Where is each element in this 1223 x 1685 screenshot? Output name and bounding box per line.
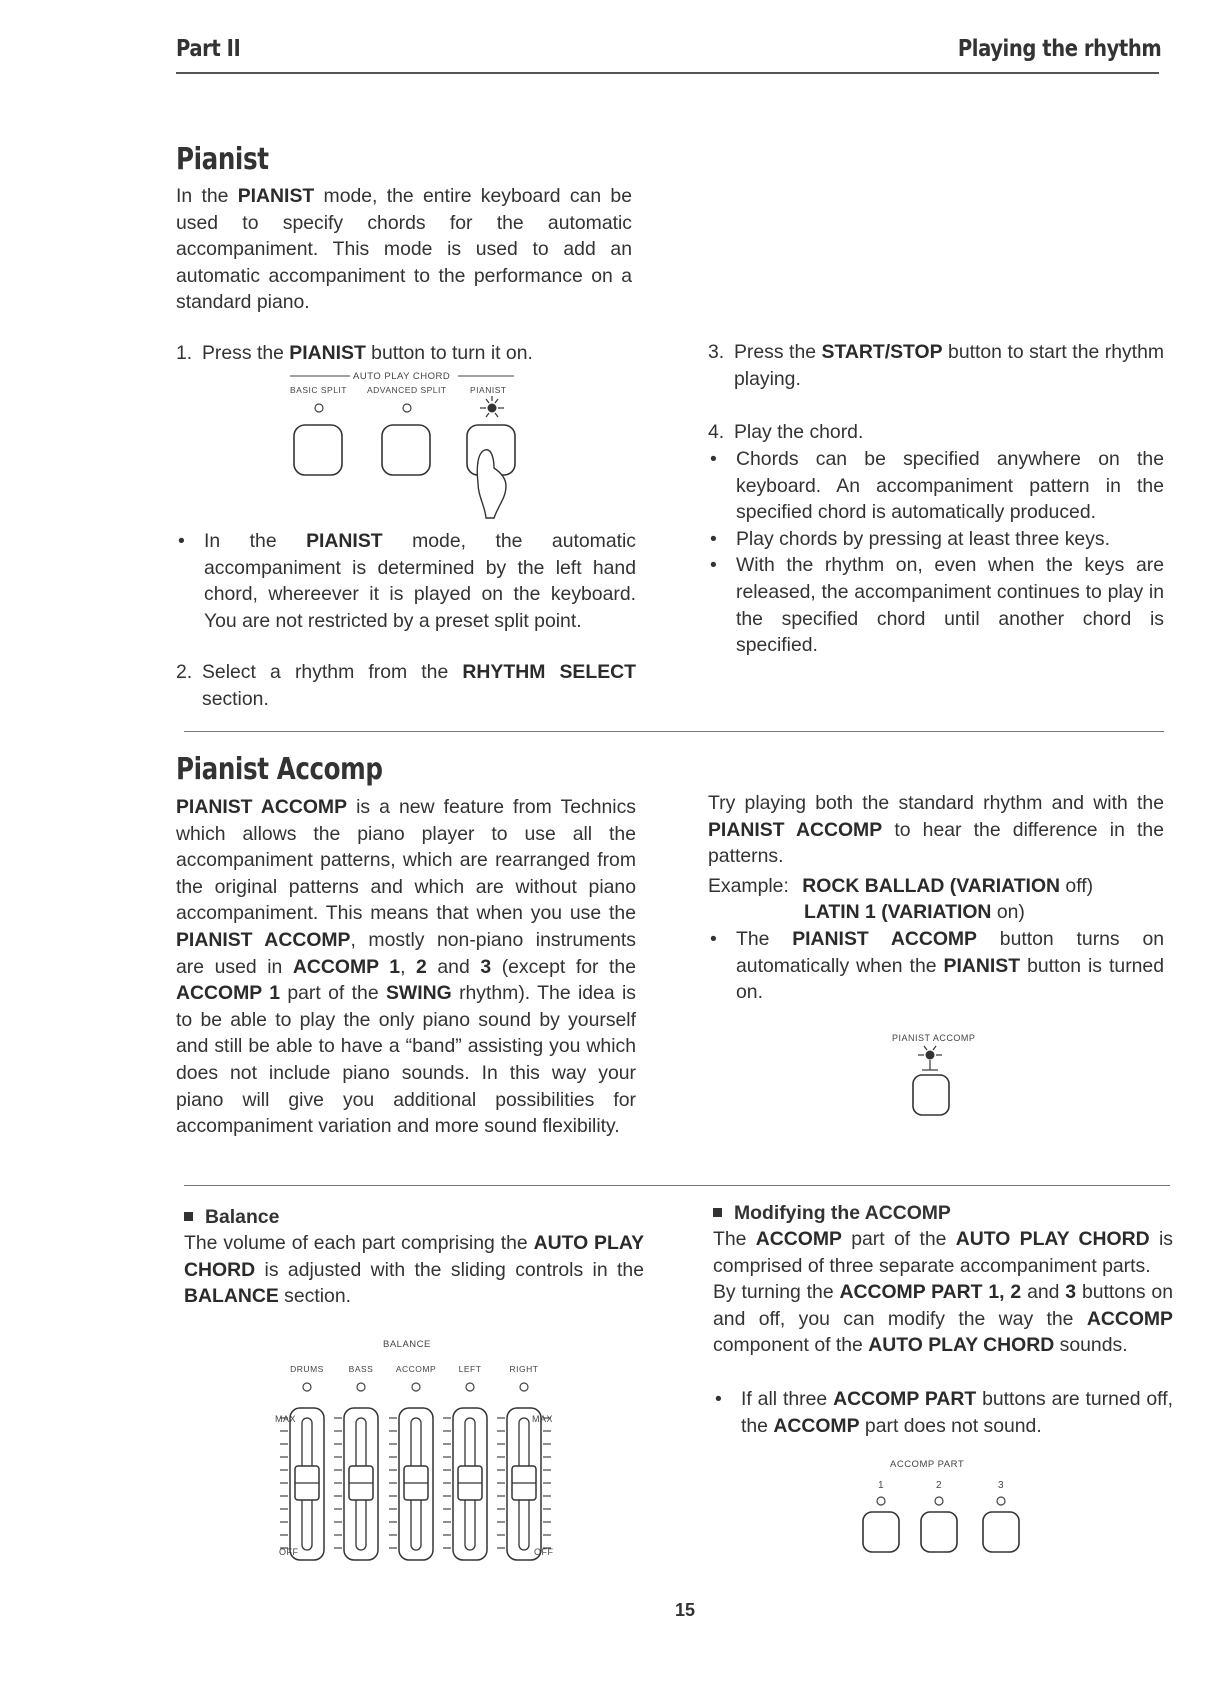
modifying-heading-text: Modifying the ACCOMP xyxy=(734,1202,951,1224)
example-1: ROCK BALLAD (VARIATION off) xyxy=(802,875,1094,897)
section-title-pianist-accomp: Pianist Accomp xyxy=(176,752,383,787)
example-label: Example: xyxy=(708,875,789,897)
advanced-split-button[interactable] xyxy=(382,425,430,475)
accomp-part-2-button[interactable] xyxy=(921,1512,957,1552)
slider-led xyxy=(520,1383,528,1391)
bullet-text: The PIANIST ACCOMP button turns on automatically when the PIANIST button is turned on. xyxy=(736,928,1165,1004)
slider-label-left: LEFT xyxy=(458,1364,482,1374)
basic-split-label: BASIC SPLIT xyxy=(290,385,347,395)
section-divider xyxy=(184,731,1164,732)
accomp-part-3-button[interactable] xyxy=(983,1512,1019,1552)
led-basic-split xyxy=(315,404,323,412)
step-number: 2. xyxy=(176,661,193,683)
led-pianist-accomp-lit xyxy=(918,1046,942,1070)
list-item xyxy=(708,552,1164,658)
max-label-left: MAX xyxy=(275,1414,297,1424)
slider-left[interactable] xyxy=(443,1408,487,1560)
balance-slider-diagram xyxy=(270,1330,570,1590)
pianist-accomp-body: PIANIST ACCOMP is a new feature from Technics which allows the piano player to use all the accompaniment patterns, which are rearranged from the original patterns and which are without piano accompaniment. This means that when you use the PIANIST ACCOMP, mostly non-piano instruments are used in ACCOMP 1, 2 and 3 (except for the ACCOMP 1 part of the SWING rhythm). The idea is to be able to play the only piano sound by yourself and still be able to have a “band” assisting you which does not include piano sounds. In this way your piano will give you additional possibilities for accompaniment variation and more sound flexibility. xyxy=(176,796,637,1138)
accomp-part-2-label: 2 xyxy=(936,1480,943,1491)
header-rule xyxy=(176,72,1159,74)
basic-split-button[interactable] xyxy=(294,425,342,475)
led-advanced-split xyxy=(403,404,411,412)
slider-label-accomp: ACCOMP xyxy=(395,1364,437,1374)
bullet-dot: • xyxy=(710,928,717,950)
led-pianist-lit xyxy=(480,396,504,417)
pianist-buttons-diagram xyxy=(280,368,540,530)
pianist-accomp-example xyxy=(708,873,1164,900)
balance-title: BALANCE xyxy=(383,1339,431,1350)
finger-press-icon xyxy=(477,450,506,518)
pianist-step-4 xyxy=(708,419,1164,446)
step-text: Press the PIANIST button to turn it on. xyxy=(202,342,533,364)
bullet-text: Chords can be specified anywhere on the keyboard. An accompaniment pattern in the specified chord is automatically produced. xyxy=(736,448,1164,524)
square-bullet-icon xyxy=(713,1208,722,1217)
modifying-body: The ACCOMP part of the AUTO PLAY CHORD is comprised of three separate accompaniment parts. By turning the ACCOMP PART 1, 2 and 3 buttons on and off, you can modify the way the ACCOMP component of the AUTO PLAY CHORD sounds. xyxy=(713,1228,1173,1357)
accomp-part-3-label: 3 xyxy=(998,1480,1005,1491)
slider-led xyxy=(412,1383,420,1391)
advanced-split-label: ADVANCED SPLIT xyxy=(367,385,447,395)
pianist-step-2 xyxy=(176,659,636,712)
slider-drums[interactable] xyxy=(280,1408,324,1560)
bullet-text: If all three ACCOMP PART buttons are turned off, the ACCOMP part does not sound. xyxy=(741,1388,1173,1437)
balance-heading xyxy=(184,1204,279,1231)
step-text: Select a rhythm from the RHYTHM SELECT section. xyxy=(202,661,636,710)
section-divider xyxy=(184,1185,1170,1186)
example-2: LATIN 1 (VARIATION on) xyxy=(804,901,1025,923)
slider-label-drums: DRUMS xyxy=(290,1364,324,1374)
accomp-part-title: ACCOMP PART xyxy=(890,1459,965,1470)
slider-led xyxy=(357,1383,365,1391)
pianist-step-1 xyxy=(176,340,636,367)
step-text: Play the chord. xyxy=(734,421,864,443)
off-label-right: OFF xyxy=(534,1547,554,1557)
pianist-step-4-bullets xyxy=(708,446,1164,659)
pianist-bullet-1 xyxy=(176,528,636,634)
header-chapter: Playing the rhythm xyxy=(957,36,1161,62)
header-part: Part II xyxy=(176,36,241,62)
bullet-dot: • xyxy=(715,1388,722,1410)
bullet-text: Play chords by pressing at least three keys. xyxy=(736,527,1110,550)
balance-heading-text: Balance xyxy=(205,1206,280,1228)
page-number: 15 xyxy=(675,1600,696,1620)
accomp-part-diagram xyxy=(850,1455,1030,1555)
modifying-heading xyxy=(713,1200,951,1227)
bullet-dot: • xyxy=(178,530,185,552)
square-bullet-icon xyxy=(184,1212,193,1221)
auto-play-chord-label: AUTO PLAY CHORD xyxy=(353,371,451,382)
slider-labels xyxy=(290,1364,538,1391)
bullet-dot: • xyxy=(710,448,717,470)
pianist-step-3 xyxy=(708,339,1164,392)
pianist-accomp-bullet xyxy=(708,926,1164,1006)
pianist-accomp-label: PIANIST ACCOMP xyxy=(892,1033,976,1043)
max-label-right: MAX xyxy=(532,1414,554,1424)
slider-label-bass: BASS xyxy=(348,1364,374,1374)
pianist-accomp-try: Try playing both the standard rhythm and with the PIANIST ACCOMP to hear the difference in the patterns. xyxy=(708,792,1164,868)
off-label-left: OFF xyxy=(279,1547,299,1557)
slider-bass[interactable] xyxy=(334,1408,378,1560)
accomp-part-1-button[interactable] xyxy=(863,1512,899,1552)
bullet-text: In the PIANIST mode, the automatic accompaniment is determined by the left hand chord, whereever it is played on the keyboard. You are not restricted by a preset split point. xyxy=(204,530,636,632)
sliders xyxy=(280,1408,554,1560)
step-number: 4. xyxy=(708,421,725,443)
bullet-dot: • xyxy=(710,554,717,577)
list-item xyxy=(708,446,1164,526)
modifying-bullet xyxy=(713,1386,1173,1439)
step-text: Press the START/STOP button to start the rhythm playing. xyxy=(734,341,1165,390)
balance-body: The volume of each part comprising the AUTO PLAY CHORD is adjusted with the sliding controls in the BALANCE section. xyxy=(184,1232,644,1308)
pianist-accomp-button[interactable] xyxy=(913,1075,949,1115)
slider-right[interactable] xyxy=(497,1408,554,1560)
slider-label-right: RIGHT xyxy=(509,1364,539,1374)
pianist-accomp-diagram xyxy=(880,1030,1000,1122)
led-accomp-part-3 xyxy=(997,1497,1005,1505)
section-title-pianist: Pianist xyxy=(176,142,269,177)
led-accomp-part-1 xyxy=(877,1497,885,1505)
slider-led xyxy=(466,1383,474,1391)
bullet-text: With the rhythm on, even when the keys are released, the accompaniment continues to play in the specified chord until another chord is specified. xyxy=(736,554,1164,657)
pianist-intro: In the PIANIST mode, the entire keyboard can be used to specify chords for the automatic accompaniment. This mode is used to add an automatic accompaniment to the performance on a standard piano. xyxy=(176,185,632,314)
step-number: 1. xyxy=(176,342,193,364)
led-accomp-part-2 xyxy=(935,1497,943,1505)
slider-led xyxy=(303,1383,311,1391)
pianist-label: PIANIST xyxy=(470,385,507,395)
slider-accomp[interactable] xyxy=(389,1408,433,1560)
bullet-dot: • xyxy=(710,527,717,550)
list-item xyxy=(708,526,1164,553)
step-number: 3. xyxy=(708,341,725,363)
accomp-part-1-label: 1 xyxy=(878,1480,885,1491)
